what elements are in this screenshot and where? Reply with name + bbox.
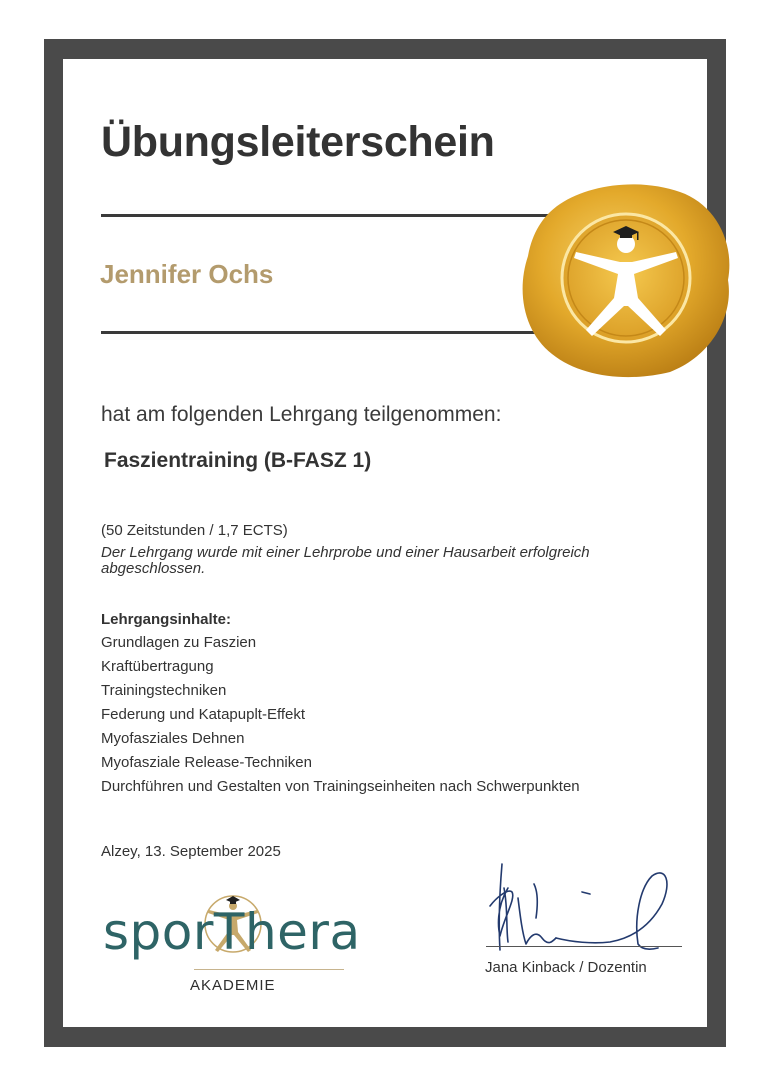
signature-line xyxy=(486,946,682,947)
participation-statement: hat am folgenden Lehrgang teilgenommen: xyxy=(101,403,502,426)
list-item: Trainingstechniken xyxy=(101,682,227,699)
course-name: Faszientraining (B-FASZ 1) xyxy=(104,449,372,472)
logo-wordmark: sporThera xyxy=(103,903,361,961)
list-item: Kraftübertragung xyxy=(101,658,214,675)
sporthera-logo xyxy=(98,888,378,1000)
gold-wax-seal-icon xyxy=(520,182,732,378)
list-item: Grundlagen zu Faszien xyxy=(101,634,257,651)
contents-heading: Lehrgangsinhalte: xyxy=(101,611,232,628)
divider-bottom xyxy=(101,331,551,334)
handwritten-signature xyxy=(482,858,682,958)
list-item: Durchführen und Gestalten von Trainingseinheiten nach Schwerpunkten xyxy=(101,778,580,795)
contents-list xyxy=(101,634,580,802)
logo-divider xyxy=(194,969,344,970)
course-hours: (50 Zeitstunden / 1,7 ECTS) xyxy=(101,522,288,539)
logo-subtitle: AKADEMIE xyxy=(190,977,276,994)
place-and-date: Alzey, 13. September 2025 xyxy=(101,843,281,860)
completion-note: Der Lehrgang wurde mit einer Lehrprobe und einer Hausarbeit erfolgreich abgeschlossen. xyxy=(101,544,590,577)
signer-name: Jana Kinback / Dozentin xyxy=(485,959,647,976)
divider-top xyxy=(101,214,551,217)
list-item: Federung und Katapuplt-Effekt xyxy=(101,706,306,723)
recipient-name: Jennifer Ochs xyxy=(100,259,274,289)
list-item: Myofasziale Release-Techniken xyxy=(101,754,312,771)
list-item: Myofasziales Dehnen xyxy=(101,730,245,747)
certificate-title: Übungsleiterschein xyxy=(101,118,495,166)
